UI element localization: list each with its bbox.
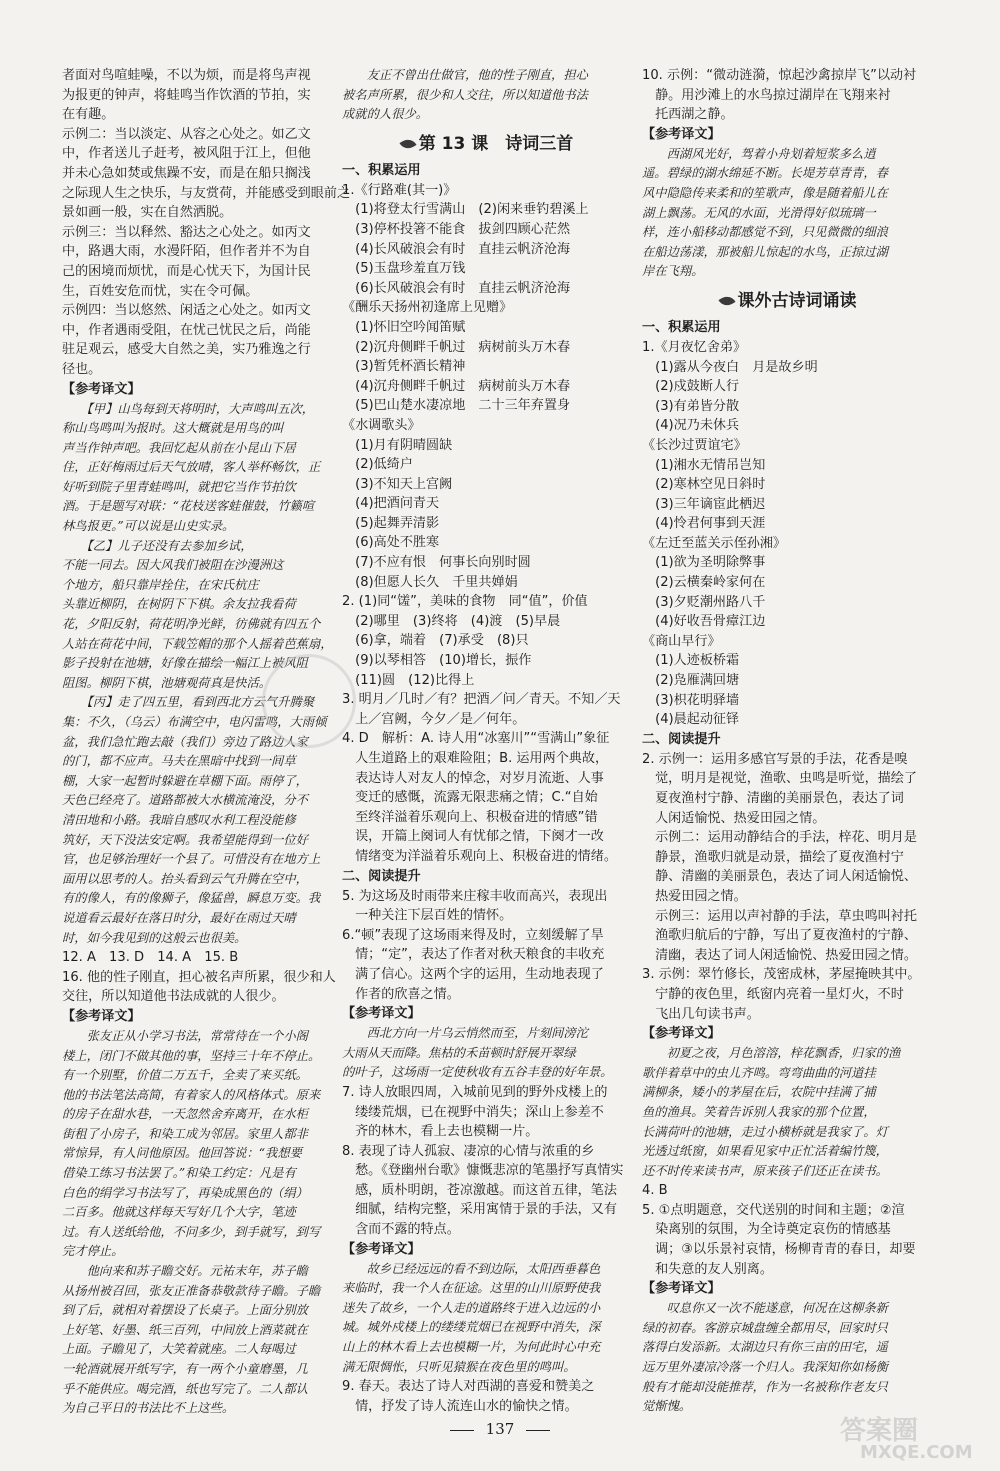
text-line: 满无限惆怅，只听见猿猴在夜色里的鸣叫。 <box>342 1359 576 1374</box>
text-line: (2)哪里 (3)终将 (4)渡 (5)早晨 <box>342 613 561 629</box>
text-line: 他向来和苏子瞻交好。元祐末年，苏子瞻 <box>62 1264 308 1279</box>
leaf-icon <box>718 293 735 309</box>
text-line: 面用以思考的人。抬头看到云气升腾在空中， <box>62 871 308 886</box>
text-line: 街租了小房子，和染工成为邻居。家里人都非 <box>62 1126 308 1141</box>
watermark-url: MXQE.COM <box>860 1442 973 1463</box>
text-line: (1)欲为圣明除弊事 <box>642 555 766 571</box>
text-line: 情绪变为洋溢着乐观向上、积极奋进的情绪。 <box>342 848 617 864</box>
text-line: (4)沉舟侧畔千帆过 病树前头万木春 <box>342 378 571 394</box>
text-line: 7. 诗人放眼四周，入城前见到的野外戍楼上的 <box>342 1084 608 1100</box>
text-line: 林鸟报更。”可以说是山史实录。 <box>62 519 235 534</box>
text-line: 清幽，表达了词人闲适愉悦、热爱田园之情。 <box>642 947 917 963</box>
subsection-label: 【参考译文】 <box>342 1241 421 1257</box>
text-line: 8. 表现了诗人孤寂、凄凉的心情与浓重的乡 <box>342 1143 595 1159</box>
text-line: 白色的绢学习书法写了，再染成黑色的（绢） <box>62 1185 308 1200</box>
text-line: 10. 示例：“微动涟漪，惊起沙禽掠岸飞”以动衬 <box>642 68 917 83</box>
text-line: (4)怜君何事到天涯 <box>642 516 766 532</box>
text-line: 3. 明月／几时／有？把酒／问／青天。不知／天 <box>342 692 621 708</box>
text-line: (3)停杯投箸不能食 拔剑四顾心茫然 <box>342 221 571 237</box>
text-line: 有一个别墅，价值二万五千，全卖了来买纸。 <box>62 1068 308 1083</box>
subsection-label: 二、阅读提升 <box>342 868 421 884</box>
text-line: 作者的欣喜之情。 <box>342 986 460 1002</box>
text-line: 歌伴着草中的虫儿齐鸣。弯弯曲曲的河道挂 <box>642 1065 876 1080</box>
text-line: 示例二：当以淡定、从容之心处之。如乙文 <box>62 126 311 142</box>
page-number: 137 <box>0 1420 1000 1438</box>
text-line: 集：不久，（乌云）布满空中，电闪雷鸣，大雨倾 <box>62 715 327 729</box>
text-line: 中，作者送儿子赶考，被风阻于江上，但他 <box>62 146 311 162</box>
text-line: (5)玉盘珍羞直万钱 <box>342 261 466 277</box>
leaf-icon <box>399 136 416 152</box>
text-line: 的叶子，这场雨一定使秋收有五谷丰登的好年景。 <box>342 1065 613 1080</box>
text-line: (3)三年谪宦此栖迟 <box>642 496 766 512</box>
text-line: 飞出几句读书声。 <box>642 1006 760 1022</box>
text-line: 西北方向一片乌云悄然而至，片刻间滂沱 <box>342 1026 588 1041</box>
text-line: (4)晨起动征铎 <box>642 712 740 728</box>
text-line: (1)月有阴晴圆缺 <box>342 437 453 453</box>
text-line: 渔歌归航后的宁静，写出了夏夜渔村的宁静、 <box>642 928 917 944</box>
text-line: (1)露从今夜白 月是故乡明 <box>642 359 818 375</box>
text-line: (11)圆 (12)比得上 <box>342 672 475 688</box>
text-line: 光透过纸窗，如果看见家中正忙活着编竹篾， <box>642 1144 888 1159</box>
text-line: 大雨从天而降。焦枯的禾苗顿时舒展开翠绿 <box>342 1045 576 1060</box>
text-line: 6.“顿”表现了这场雨来得及时，立刻缓解了旱 <box>342 927 604 943</box>
text-line: 般有才能却没能推荐，作为一名被称作老友只 <box>642 1379 888 1394</box>
text-line: (3)不知天上宫阙 <box>342 476 453 492</box>
text-line: 在有趣。 <box>62 107 115 123</box>
text-line: 到了后，就相对着摆设了长桌子。上面分别放 <box>62 1303 308 1318</box>
heading-text: 课外古诗词诵读 <box>737 290 857 311</box>
text-line: 觉惭愧。 <box>642 1399 692 1414</box>
text-line: 16. 他的性子刚直，担心被名声所累，很少和人 <box>62 969 336 985</box>
text-line: 常惊异，有人问他原因。他回答说：“我想要 <box>62 1146 302 1161</box>
section-heading <box>342 129 632 159</box>
text-line: 己的困境而烦忧，而是心忧天下，为国计民 <box>62 263 311 279</box>
text-line: 【乙】儿子还没有去参加乡试， <box>62 538 253 553</box>
text-line: 示例二：运用动静结合的手法，梓花、明月是 <box>642 830 917 846</box>
text-line: 调；③以乐景衬哀情，杨柳青青的春日，却要 <box>642 1242 916 1258</box>
text-line: (1)湘水无情吊岂知 <box>642 457 766 473</box>
text-line: 他的书法笔法高简，有着家人的风格体式。原来 <box>62 1087 321 1102</box>
text-line: 情，抒发了诗人流连山水的愉快之情。 <box>342 1398 578 1414</box>
text-line: 《左迁至蓝关示侄孙湘》 <box>642 535 787 551</box>
text-line: 5. 为这场及时雨带来庄稼丰收而高兴，表现出 <box>342 888 608 904</box>
text-line: 《水调歌头》 <box>342 417 421 433</box>
text-line: 感，质朴明朗，苍凉激越。而这首五律，笔法 <box>342 1182 617 1198</box>
text-line: 清田地和小路。我暗自感叹水利工程没能修 <box>62 812 296 827</box>
text-line: 声当作钟声吧。我回忆起从前在小昆山下居 <box>62 440 296 455</box>
text-line: 阻图。柳阴下棋，池塘观荷真是快活。 <box>62 675 272 690</box>
text-line: 好听到院子里青蛙鸣叫，就把它当作节拍饮 <box>62 479 296 494</box>
text-line: 愁。《登幽州台歌》慷慨悲凉的笔墨抒写真情实 <box>342 1163 624 1179</box>
text-line: (1)将登太行雪满山 (2)闲来垂钓碧溪上 <box>342 202 589 218</box>
text-line: 一轮酒就展开纸写字，有一两个小童磨墨，几 <box>62 1362 308 1376</box>
text-line: 静、清幽的美丽景色，表达了词人闲适愉悦、 <box>642 869 917 885</box>
text-line: 成就的人很少。 <box>342 107 429 122</box>
subsection-label: 【参考译文】 <box>642 126 721 142</box>
text-line: 故乡已经远远的看不到边际，太阳西垂暮色 <box>342 1261 601 1276</box>
text-line: (2)沉舟侧畔千帆过 病树前头万木春 <box>342 339 571 355</box>
text-line: 驻足观云，感受大自然之美，实乃雅逸之行 <box>62 342 311 358</box>
watermark-stamp <box>262 654 356 748</box>
text-line: 染离别的氛围，为全诗奠定哀伤的情感基 <box>642 1222 891 1238</box>
text-line: 人生道路上的艰难险阻；B. 运用两个典故， <box>342 751 609 766</box>
text-line: 含而不露的特点。 <box>342 1222 460 1238</box>
text-line: 示例三：运用以声衬静的手法，草虫鸣叫衬托 <box>642 908 917 924</box>
text-line: 初夏之夜，月色溶溶，梓花飘香，归家的渔 <box>642 1046 901 1061</box>
text-line: 变迁的感慨，流露无限悲痛之情；C.“自始 <box>342 790 598 806</box>
text-line: 觉，明月是视觉，渔歌、虫鸣是听觉，描绘了 <box>642 771 917 787</box>
text-line: 之际现人生之快乐，与友赏荷，并能感受到眼前之 <box>62 185 351 201</box>
text-line: (4)把酒问青天 <box>342 496 440 512</box>
text-line: 西湖风光好，驾着小舟划着短浆多么逍 <box>642 146 876 161</box>
text-line: 来临时，我一个人在征途。这里的山川原野使我 <box>342 1281 601 1296</box>
text-line: 热爱田园之情。 <box>642 888 747 904</box>
text-line: 5. ①点明题意，交代送别的时间和主题；②渲 <box>642 1202 905 1218</box>
text-line: (4)好收吾骨瘴江边 <box>642 614 766 630</box>
text-line: 完才停止。 <box>62 1244 124 1259</box>
text-line: (5)巴山楚水凄凉地 二十三年弃置身 <box>342 398 571 414</box>
text-line: 1.《月夜忆舍弟》 <box>642 339 747 355</box>
text-line: 上／宫阙，今夕／是／何年。 <box>342 711 526 727</box>
text-line: (4)况乃未休兵 <box>642 418 740 434</box>
text-line: 景如画一般，实在自然洒脱。 <box>62 205 233 221</box>
text-line: 称山鸟鸣叫为报时。这大概就是用鸟的叫 <box>62 421 284 436</box>
text-line: 楼上，闭门不做其他的事，坚持三十年不停止。 <box>62 1048 321 1063</box>
text-line: (3)有弟皆分散 <box>642 398 740 414</box>
text-line: (3)枳花明驿墙 <box>642 692 740 708</box>
text-line: (5)起舞弄清影 <box>342 515 440 531</box>
text-line: 表达诗人对友人的悼念，对岁月流逝、人事 <box>342 770 604 786</box>
text-line: (1)人迹板桥霜 <box>642 653 740 669</box>
text-line: 说道看云最好在落日时分，最好在雨过天晴 <box>62 910 296 925</box>
text-line: 被名声所累，很少和人交往，所以知道他书法 <box>342 87 588 102</box>
text-line: (2)低绮户 <box>342 457 413 473</box>
column-middle <box>342 66 632 1414</box>
subsection-label: 【参考译文】 <box>62 381 141 397</box>
text-line: 的门，都不应声。马夫在黑暗中找到一间草 <box>62 754 296 769</box>
text-line: 示例三：当以释然、豁达之心处之。如丙文 <box>62 224 311 240</box>
subsection-label: 【参考译文】 <box>62 1008 141 1024</box>
subsection-label: 二、阅读提升 <box>642 731 721 747</box>
text-line: 岸在飞翔。 <box>642 264 704 279</box>
text-line: 风中隐隐传来柔和的笙歌声，像是随着船儿在 <box>642 185 888 200</box>
text-line: 4. D 解析：A. 诗人用“冰塞川”“雪满山”象征 <box>342 731 610 747</box>
text-line: 1.《行路难(其一)》 <box>342 182 457 198</box>
text-line: (2)戍鼓断人行 <box>642 379 740 395</box>
text-line: 筑好，天下没法安定啊。我希望能得到一位好 <box>62 832 308 847</box>
text-line: 3. 示例：翠竹修长，茂密成林，茅屋掩映其中。 <box>642 967 921 983</box>
text-line: 静景，渔歌归就是动景，描绘了夏夜渔村宁 <box>642 849 904 865</box>
text-line: 缕缕荒烟，已在视野中消失；深山上参差不 <box>342 1104 604 1120</box>
text-line: 过。有人送纸给他，不问多少，到手就写，到写 <box>62 1224 321 1239</box>
text-line: 城。城外戍楼上的缕缕荒烟已在视野中消失，深 <box>342 1320 601 1335</box>
text-line: 的房子在甜水巷，一天忽然舍弃离开，在水柜 <box>62 1107 308 1122</box>
text-line: 远万里外凄凉冷落一个归人。我深知你如杨衡 <box>642 1360 888 1375</box>
text-line: (3)夕贬潮州路八千 <box>642 594 766 610</box>
text-line: 花，夕阳反射，荷花明净光鲜，彷佛就有四五个 <box>62 617 321 632</box>
text-line: 影子投射在池塘，好像在描绘一幅江上被风阻 <box>62 656 308 671</box>
text-line: (1)怀旧空吟闻笛赋 <box>342 319 466 335</box>
text-line: 9. 春天。表达了诗人对西湖的喜爱和赞美之 <box>342 1379 595 1395</box>
text-line: 乎不能供应。喝完酒，纸也写完了。二人都认 <box>62 1381 308 1396</box>
text-line: 时，如今我见到的这般云也很美。 <box>62 930 247 945</box>
text-line: (4)长风破浪会有时 直挂云帆济沧海 <box>342 241 571 257</box>
subsection-label: 【参考译文】 <box>642 1026 721 1042</box>
text-line: 夏夜渔村宁静、清幽的美丽景色，表达了词 <box>642 791 904 806</box>
text-line: 山上的林木看上去也模糊一片，为何此时心中充 <box>342 1340 601 1355</box>
text-line: 酒。于是题写对联：“花枝送客蛙催鼓，竹籁喧 <box>62 499 315 514</box>
text-line: 并未心急如焚或焦躁不安，而是在船只搁浅 <box>62 165 311 181</box>
text-line: 人闲适愉悦、热爱田园之情。 <box>642 810 826 826</box>
text-line: 中，路遇大雨，水漫阡陌，但作者并不为自 <box>62 244 311 260</box>
text-line: 不能一同去。因大风我们被阻在沙漫洲这 <box>62 558 284 573</box>
text-line: 【丙】走了四五里，看到西北方云气升腾聚 <box>62 695 315 710</box>
text-line: 遥。碧绿的湖水绵延不断。长堤芳草青青，春 <box>642 166 888 181</box>
text-line: 一种关注下层百姓的情怀。 <box>342 908 513 924</box>
text-line: (8)但愿人长久 千里共婵娟 <box>342 574 518 590</box>
text-line: 有的像人，有的像狮子，像猛兽，瞬息万变。我 <box>62 891 321 906</box>
text-line: 为报更的钟声，将蛙鸣当作饮酒的节拍，实 <box>62 87 311 103</box>
text-line: (2)寒林空见日斜时 <box>642 477 766 493</box>
text-line: 鱼的渔具。笑着告诉别人我家的那个位置， <box>642 1104 876 1119</box>
text-line: 上好笔、好墨、纸三百列，中间放上酒菜就在 <box>62 1322 308 1337</box>
text-line: 托西湖之静。 <box>642 107 734 123</box>
heading-text: 第 13 课 诗词三首 <box>418 133 574 154</box>
text-line: 二百多。他就这样每天写好几个大字，笔迹 <box>62 1205 296 1220</box>
text-line: 交往，所以知道他书法成就的人很少。 <box>62 989 285 1005</box>
text-line: 细腻，结构完整，采用寓情于景的手法，又有 <box>342 1202 617 1218</box>
text-line: 2. 示例一：运用多感官写景的手法，花香是嗅 <box>642 751 908 767</box>
text-line: 长满荷叶的池塘，走过小横桥就是我家了。灯 <box>642 1124 888 1139</box>
text-line: 个地方，船只靠岸拴住，在宋氏杭庄 <box>62 577 259 592</box>
text-line: 棚，大家一起暂时躲避在草棚下面。雨停了， <box>62 773 308 788</box>
text-line: 生，百姓安危而忧，实在令可佩。 <box>62 283 259 299</box>
text-line: 2. (1)同“馐”，美味的食物 同“值”，价值 <box>342 594 588 610</box>
text-line: 《商山早行》 <box>642 633 721 649</box>
text-line: 中，作者遇雨受阻，在忧己忧民之后，尚能 <box>62 322 311 338</box>
text-line: 《长沙过贾谊宅》 <box>642 437 747 453</box>
text-line: 张友正从小学习书法，常常待在一个小阁 <box>62 1028 308 1043</box>
text-line: 叹息你又一次不能遂意，何况在这柳条新 <box>642 1301 888 1316</box>
text-line: (2)云横秦岭家何在 <box>642 575 766 591</box>
text-line: 在船边荡漾，那被船儿惊起的水鸟，正掠过湖 <box>642 244 888 259</box>
text-line: 从扬州被召回，张友正准备恭敬款待子瞻。子瞻 <box>62 1283 321 1298</box>
subsection-label: 【参考译文】 <box>342 1006 421 1022</box>
text-line: 情；“定”，表达了作者对秋天粮食的丰收充 <box>342 947 605 963</box>
text-line: 4. B <box>642 1183 668 1199</box>
text-line: 头靠近柳阴，在树阴下下棋。余友拉我看荷 <box>62 597 296 612</box>
text-line: 径也。 <box>62 361 102 377</box>
subsection-label: 【参考译文】 <box>642 1281 721 1297</box>
text-line: 湖上飘荡。无风的水面，光滑得好似琉璃一 <box>642 205 876 220</box>
text-line: 还不时传来读书声，原来孩子们还正在读书。 <box>642 1163 888 1178</box>
text-line: 绿的初春。客游京城盘缠全都用尽，回家时只 <box>642 1320 888 1335</box>
text-line: 至终洋溢着乐观向上、积极奋进的情感”错 <box>342 809 598 825</box>
section-heading <box>642 286 934 316</box>
text-line: 误，开篇上阕词人有忧郁之情，下阕才一改 <box>342 829 604 845</box>
text-line: 满了信心。这两个字的运用，生动地表现了 <box>342 966 604 982</box>
text-line: 满柳条，矮小的茅屋在后，农院中挂满了捕 <box>642 1085 876 1100</box>
text-line: 迷失了故乡，一个人走的道路终于进入边远的小 <box>342 1300 601 1315</box>
text-line: 官，也足够治理好一个县了。可惜没有在地方上 <box>62 852 321 867</box>
column-right <box>642 66 934 1414</box>
text-line: (9)以琴相答 (10)增长，振作 <box>342 653 532 669</box>
text-line: 人站在荷花中间，下载笠帽的那个人摇着芭蕉扇， <box>62 636 333 651</box>
subsection-label: 一、积累运用 <box>342 162 421 178</box>
text-line: 样，连小船移动都感觉不到，只见微微的细浪 <box>642 225 888 240</box>
watermark-logo: 答案圈 <box>840 1416 919 1446</box>
text-line: 宁静的夜色里，纸窗内亮着一星灯火，不时 <box>642 986 904 1002</box>
text-line: (3)暂凭杯酒长精神 <box>342 359 466 375</box>
text-line: (6)长风破浪会有时 直挂云帆济沧海 <box>342 280 571 296</box>
subsection-label: 一、积累运用 <box>642 319 721 335</box>
text-line: 落得白发添新。太湖边只有你三亩的田宅，遥 <box>642 1340 888 1355</box>
text-line: 借染工练习书法罢了。”和染工约定：凡是有 <box>62 1166 296 1181</box>
text-line: 示例四：当以悠然、闲适之心处之。如丙文 <box>62 303 311 319</box>
text-line: (2)凫雁满回塘 <box>642 673 740 689</box>
text-line: 12. A 13. D 14. A 15. B <box>62 950 239 966</box>
text-line: 者面对鸟喧蛙噪，不以为烦，而是将鸟声视 <box>62 68 311 83</box>
text-line: 友正不曾出仕做官，他的性子刚直，担心 <box>342 68 588 82</box>
text-line: 上面。子瞻见了，大笑着就座。二人每喝过 <box>62 1342 296 1357</box>
text-line: 和失意的友人别离。 <box>642 1261 773 1277</box>
text-line: 齐的林木，看上去也模糊一片。 <box>342 1124 539 1140</box>
text-line: 静。用沙滩上的水鸟掠过湖岸在飞翔来衬 <box>642 87 891 103</box>
text-line: 《酬乐天扬州初逢席上见赠》 <box>342 300 513 316</box>
text-line: 为自己平日的书法比不上这些。 <box>62 1401 235 1416</box>
text-line: (7)不应有恨 何事长向别时圆 <box>342 555 531 571</box>
text-line: 住，正好梅雨过后天气放晴，客人举杯畅饮，正 <box>62 460 321 475</box>
text-line: 【甲】山鸟每到天将明时，大声鸣叫五次， <box>62 401 315 416</box>
text-line: 天色已经亮了。道路都被大水横流淹没，分不 <box>62 793 308 808</box>
text-line: (6)高处不胜寒 <box>342 535 440 551</box>
text-line: (6)拿，端着 (7)承受 (8)只 <box>342 633 529 649</box>
text-line: 盆，我们急忙跑去敲（我们）旁边了路边人家 <box>62 734 308 749</box>
